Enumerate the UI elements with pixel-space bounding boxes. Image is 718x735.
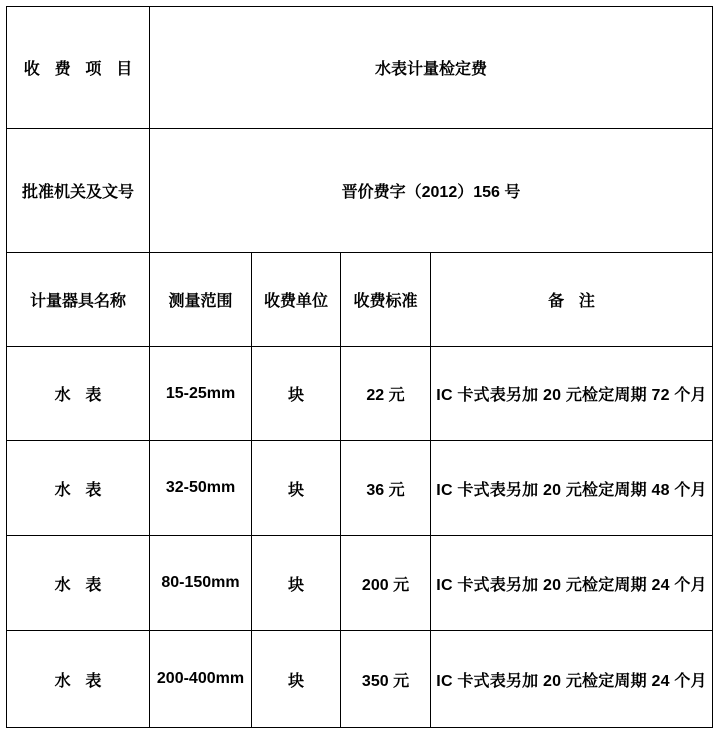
cell-instrument: 水 表 — [7, 441, 150, 536]
cell-range: 15-25mm — [150, 347, 252, 441]
column-header-row — [7, 253, 713, 347]
cell-instrument: 水 表 — [7, 536, 150, 631]
table-row — [7, 631, 713, 728]
approval-label-cell: 批准机关及文号 — [7, 129, 150, 253]
fee-item-row — [7, 7, 713, 129]
cell-range: 200-400mm — [150, 631, 252, 728]
cell-unit: 块 — [252, 441, 341, 536]
approval-row — [7, 129, 713, 253]
cell-range: 80-150mm — [150, 536, 252, 631]
cell-remark: IC 卡式表另加 20 元检定周期 48 个月 — [431, 441, 713, 536]
fee-table — [6, 6, 713, 728]
cell-standard: 22 元 — [341, 347, 431, 441]
cell-remark: IC 卡式表另加 20 元检定周期 72 个月 — [431, 347, 713, 441]
cell-unit: 块 — [252, 631, 341, 728]
approval-value-cell: 晋价费字（2012）156 号 — [150, 129, 713, 253]
cell-instrument: 水 表 — [7, 347, 150, 441]
fee-item-label-cell: 收 费 项 目 — [7, 7, 150, 129]
cell-standard: 350 元 — [341, 631, 431, 728]
cell-instrument: 水 表 — [7, 631, 150, 728]
cell-standard: 200 元 — [341, 536, 431, 631]
table-row — [7, 441, 713, 536]
col-header-instrument: 计量器具名称 — [7, 253, 150, 347]
fee-item-value-cell: 水表计量检定费 — [150, 7, 713, 129]
cell-range: 32-50mm — [150, 441, 252, 536]
col-header-remark: 备 注 — [431, 253, 713, 347]
table-row — [7, 347, 713, 441]
cell-remark: IC 卡式表另加 20 元检定周期 24 个月 — [431, 631, 713, 728]
cell-standard: 36 元 — [341, 441, 431, 536]
col-header-range: 测量范围 — [150, 253, 252, 347]
cell-remark: IC 卡式表另加 20 元检定周期 24 个月 — [431, 536, 713, 631]
col-header-standard: 收费标准 — [341, 253, 431, 347]
cell-unit: 块 — [252, 536, 341, 631]
cell-unit: 块 — [252, 347, 341, 441]
col-header-unit: 收费单位 — [252, 253, 341, 347]
table-row — [7, 536, 713, 631]
